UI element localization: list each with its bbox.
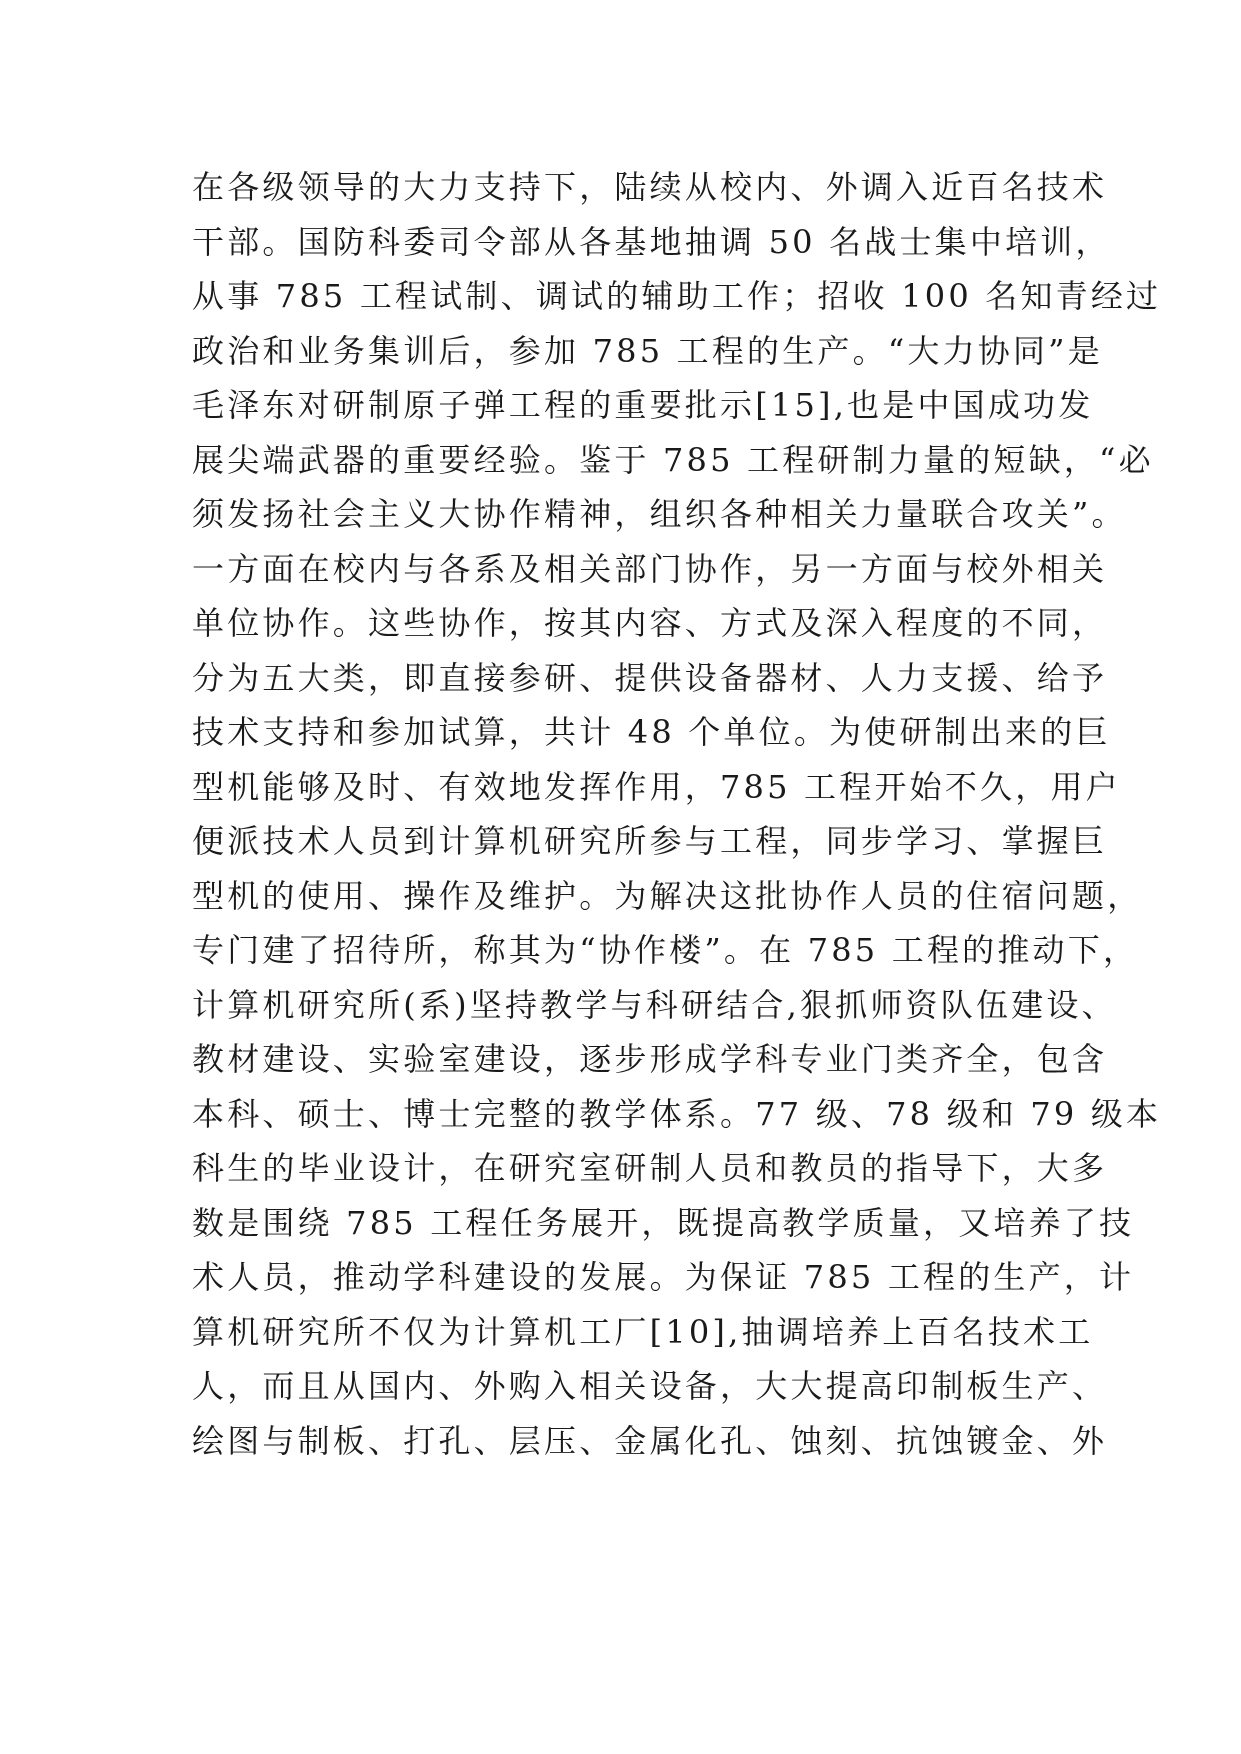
text-line: 政治和业务集训后，参加 785 工程的生产。“大力协同”是 — [192, 331, 1103, 370]
text-line: 便派技术人员到计算机研究所参与工程，同步学习、掌握巨 — [192, 822, 1108, 860]
text-line: 绘图与制板、打孔、层压、金属化孔、蚀刻、抗蚀镀金、外 — [192, 1421, 1108, 1460]
text-line: 教材建设、实验室建设，逐步形成学科专业门类齐全，包含 — [192, 1040, 1108, 1078]
text-line: 从事 785 工程试制、调试的辅助工作；招收 100 名知青经过 — [192, 277, 1162, 315]
text-line: 计算机研究所(系)坚持教学与科研结合,狠抓师资队伍建设、 — [192, 985, 1117, 1024]
text-line: 数是围绕 785 工程任务展开，既提高教学质量，又培养了技 — [192, 1203, 1135, 1242]
body-paragraph — [192, 160, 1162, 1468]
text-line: 毛泽东对研制原子弹工程的重要批示[15],也是中国成功发 — [192, 386, 1094, 424]
text-line: 技术支持和参加试算，共计 48 个单位。为使研制出来的巨 — [192, 713, 1111, 751]
text-line: 人，而且从国内、外购入相关设备，大大提高印制板生产、 — [192, 1367, 1108, 1405]
text-line: 单位协作。这些协作，按其内容、方式及深入程度的不同， — [192, 604, 1108, 642]
text-line: 科生的毕业设计，在研究室研制人员和教员的指导下，大多 — [192, 1149, 1108, 1187]
text-line: 专门建了招待所，称其为“协作楼”。在 785 工程的推动下， — [192, 931, 1139, 969]
text-line: 型机的使用、操作及维护。为解决这批协作人员的住宿问题， — [192, 876, 1143, 915]
text-line: 一方面在校内与各系及相关部门协作，另一方面与校外相关 — [192, 549, 1108, 588]
text-line: 术人员，推动学科建设的发展。为保证 785 工程的生产，计 — [192, 1258, 1135, 1296]
text-line: 展尖端武器的重要经验。鉴于 785 工程研制力量的短缺，“必 — [192, 440, 1154, 479]
text-line: 须发扬社会主义大协作精神，组织各种相关力量联合攻关”。 — [192, 495, 1127, 533]
text-line: 干部。国防科委司令部从各基地抽调 50 名战士集中培训， — [192, 222, 1111, 261]
text-line: 型机能够及时、有效地发挥作用，785 工程开始不久，用户 — [192, 767, 1121, 806]
text-line: 本科、硕士、博士完整的教学体系。77 级、78 级和 79 级本 — [192, 1094, 1162, 1133]
text-line: 分为五大类，即直接参研、提供设备器材、人力支援、给予 — [192, 658, 1108, 697]
text-line: 算机研究所不仅为计算机工厂[10],抽调培养上百名技术工 — [192, 1312, 1094, 1351]
text-line: 在各级领导的大力支持下，陆续从校内、外调入近百名技术 — [192, 168, 1108, 206]
